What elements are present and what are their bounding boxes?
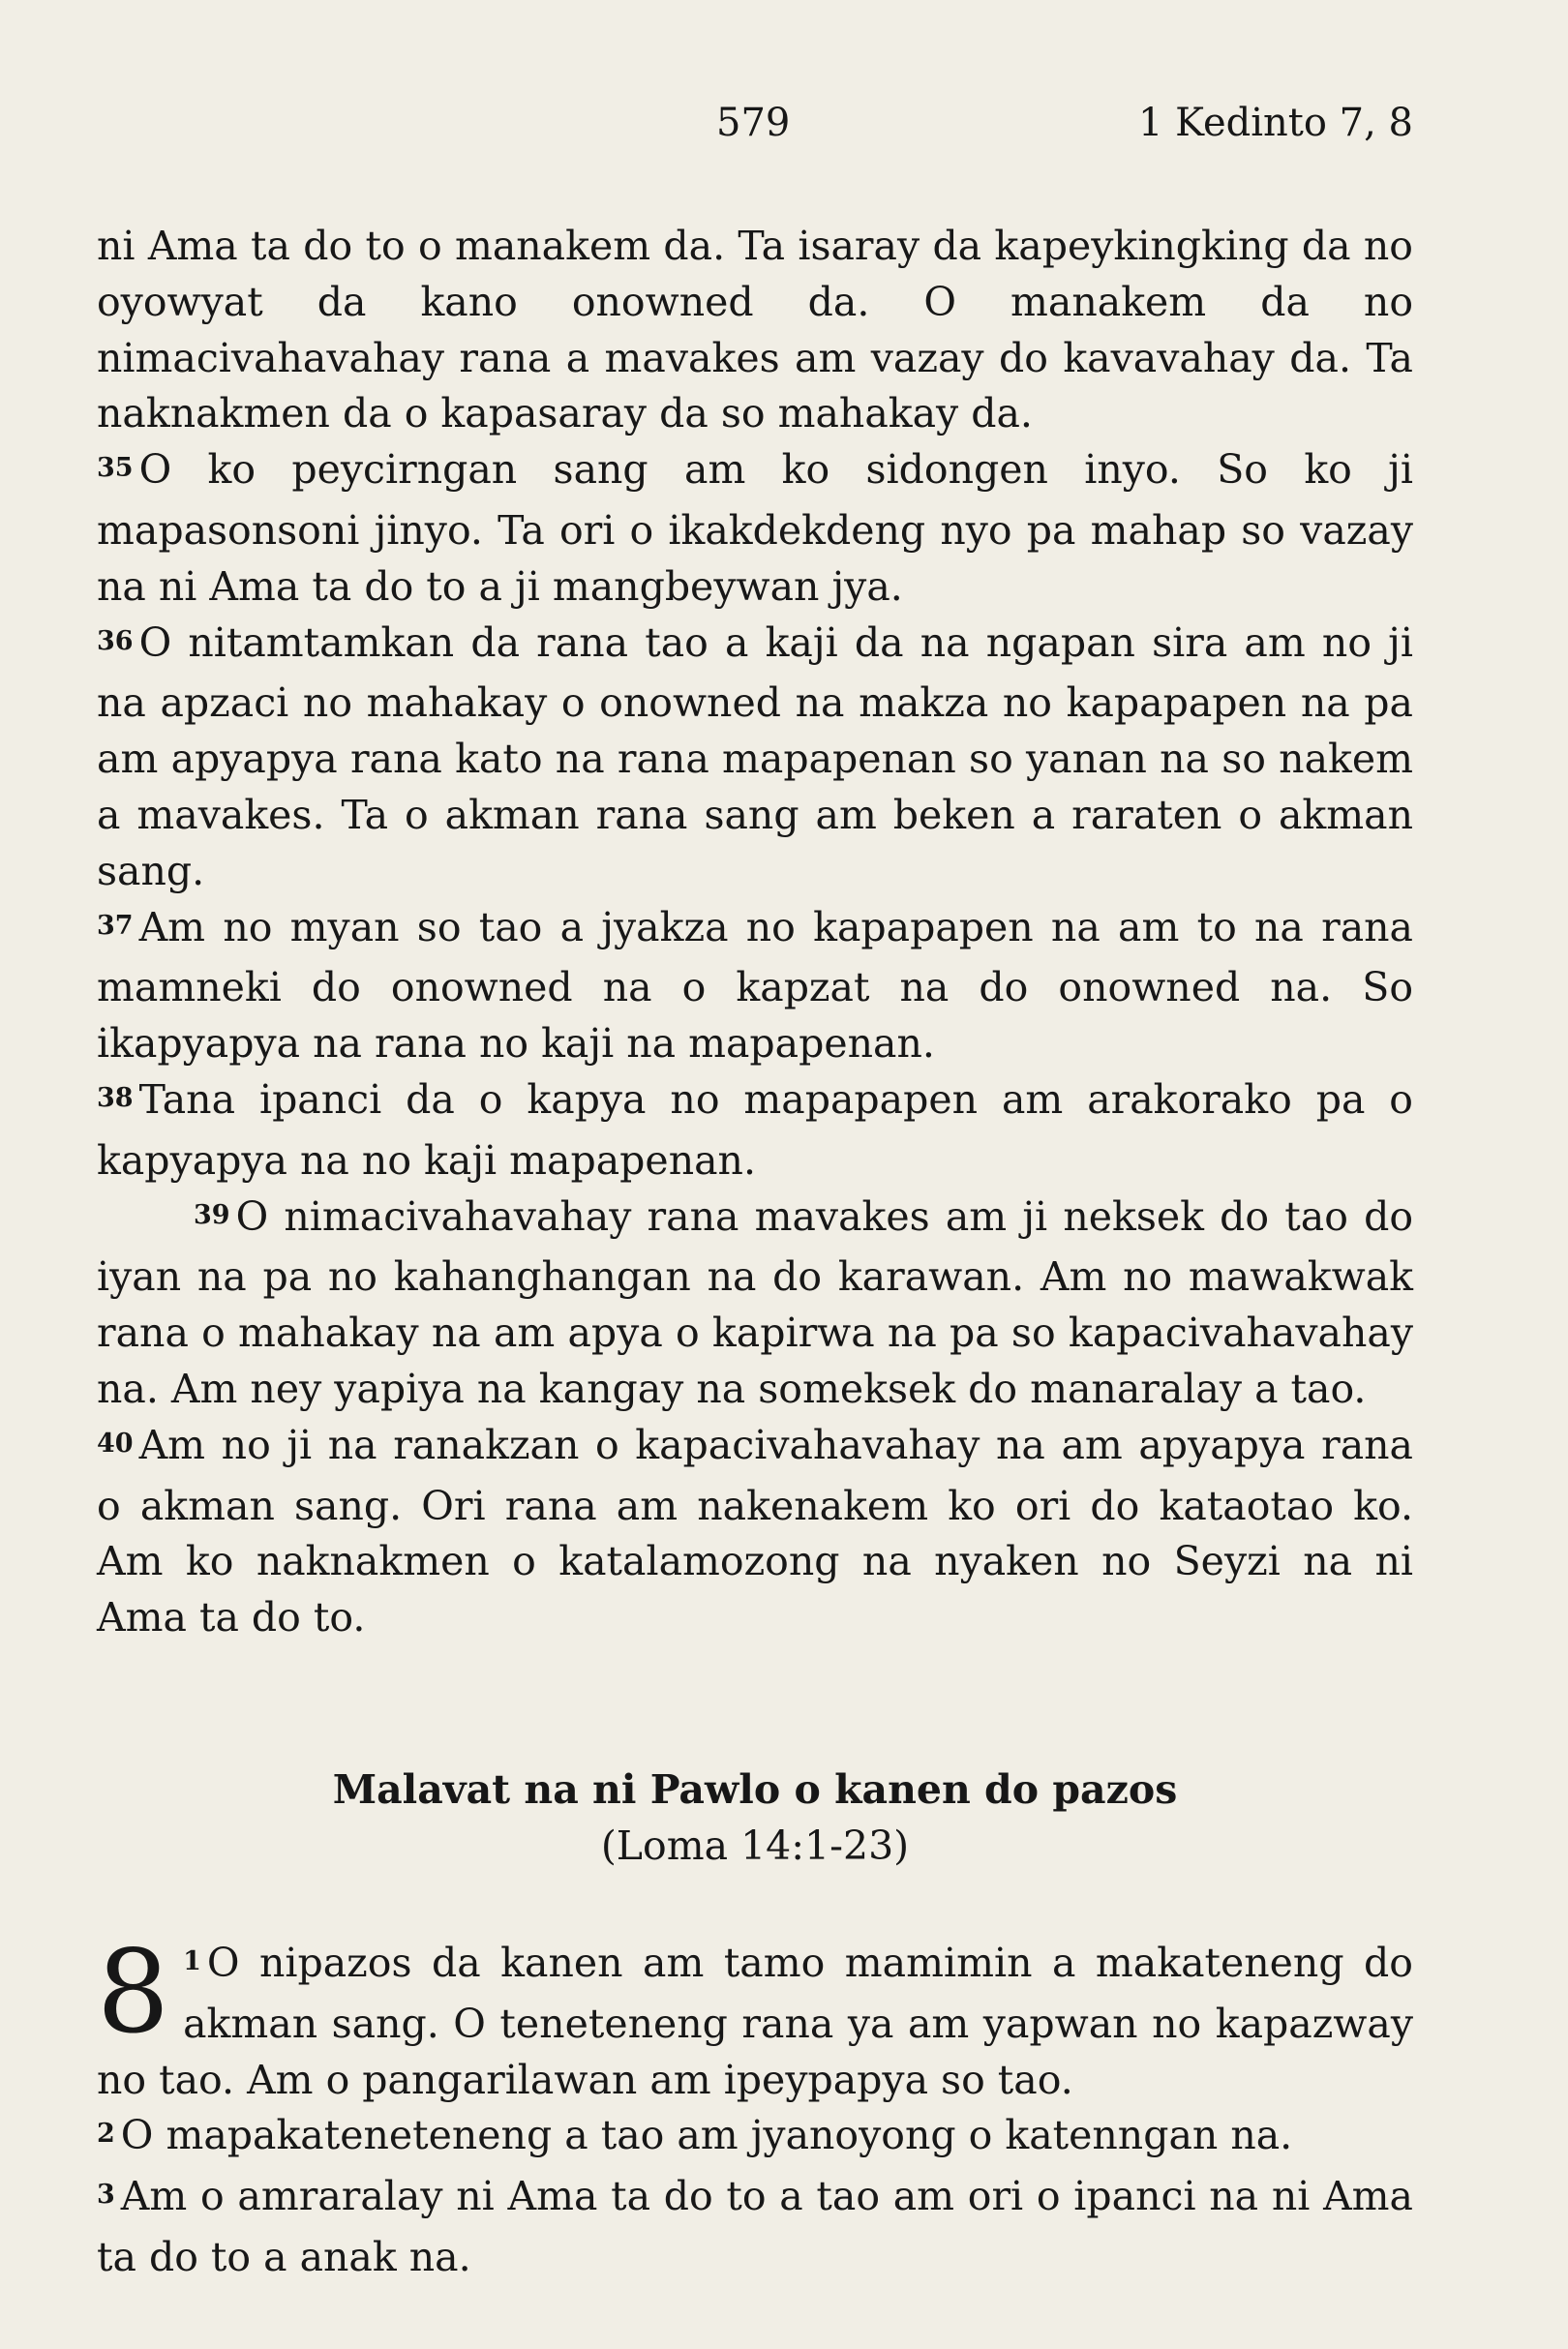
verse-number: 38: [97, 1082, 134, 1113]
section-reference: (Loma 14:1-23): [600, 1822, 910, 1869]
running-head: 1 Kedinto 7, 8: [1137, 101, 1413, 145]
verse-number: 37: [97, 910, 134, 941]
verse-3: [97, 2173, 1413, 2280]
verse-40: [97, 1418, 1413, 1646]
verse-text: O nimacivahavahay rana mavakes am ji neksek do tao do iyan na pa no kahanghangan na do karawan. Am no mawakwak rana o mahakay na am apya o kapirwa na pa so kapacivahavahay na. Am ney yapiya na kangay na someksek do manaralay a tao.: [97, 1192, 1413, 1412]
verse-text: Tana ipanci da o kapya no mapapapen am arakorako pa o kapyapya na no kaji mapapenan.: [97, 1075, 1413, 1184]
verse-text: Am o amraralay ni Ama ta do to a tao am ori o ipanci na ni Ama ta do to a anak na.: [97, 2173, 1413, 2280]
verse-text: Am no myan so tao a jyakza no kapapapen na am to na rana mamneki do onowned na o kapzat na do onowned na. So ikapyapya na rana no kaji na mapapenan.: [97, 903, 1413, 1068]
verse-number: 3: [97, 2180, 115, 2211]
verse-text: O nitamtamkan da rana tao a kaji da na ngapan sira am no ji na apzaci no mahakay o onowned na makza no kapapapen na pa am apyapya rana kato na rana mapapenan so yanan na so nakem a mavakes. Ta o akman rana sang am beken a raraten o akman sang.: [97, 618, 1413, 894]
page-header: [97, 101, 1413, 159]
verse-text: Am no ji na ranakzan o kapacivahavahay na am apyapya rana o akman sang. Ori rana am nakenakem ko ori do kataotao ko. Am ko naknakmen o katalamozong na nyaken no Seyzi na ni Ama ta do to.: [97, 1421, 1413, 1641]
page-number: 579: [716, 101, 791, 145]
section-title: Malavat na ni Pawlo o kanen do pazos: [332, 1766, 1178, 1813]
verse-37: [97, 900, 1413, 1072]
verse-number: 39: [194, 1199, 230, 1230]
chapter-8-section: [97, 1925, 1413, 2286]
verse-35: [97, 442, 1413, 615]
verse-number: 36: [97, 625, 134, 656]
verse-36: [97, 616, 1413, 900]
verse-1: [97, 1925, 1413, 2103]
verse-39: [97, 1190, 1413, 1418]
paragraph-text: ni Ama ta do to o manakem da. Ta isaray da kapeykingking da no oyowyat da kano onowned da. O manakem da no nimacivahavahay rana a mavakes am vazay do kavavahay da. Ta naknakmen da o kapasaray da so mahakay da.: [97, 223, 1413, 437]
verse-number: 35: [97, 453, 134, 484]
verse-2: [97, 2112, 1292, 2158]
verse-text: O nipazos da kanen am tamo mamimin a makateneng do akman sang. O teneteneng rana ya am yapwan no kapazway no tao. Am o pangarilawan am ipeypapya so tao.: [97, 1940, 1413, 2103]
main-text: [97, 219, 1413, 1646]
chapter-number: 8: [97, 1925, 170, 2059]
verse-text: O ko peycirngan sang am ko sidongen inyo. So ko ji mapasonsoni jinyo. Ta ori o ikakdekdeng nyo pa mahap so vazay na ni Ama ta do to a ji mangbeywan jya.: [97, 446, 1413, 610]
paragraph-continuation: [97, 219, 1413, 442]
section-heading: [97, 1762, 1413, 1874]
verse-text: O mapakateneteneng a tao am jyanoyong o katenngan na.: [120, 2112, 1293, 2159]
verse-number: 40: [97, 1428, 134, 1459]
verse-number: 1: [183, 1946, 201, 1976]
verse-38: [97, 1072, 1413, 1190]
verse-number: 2: [97, 2119, 115, 2150]
